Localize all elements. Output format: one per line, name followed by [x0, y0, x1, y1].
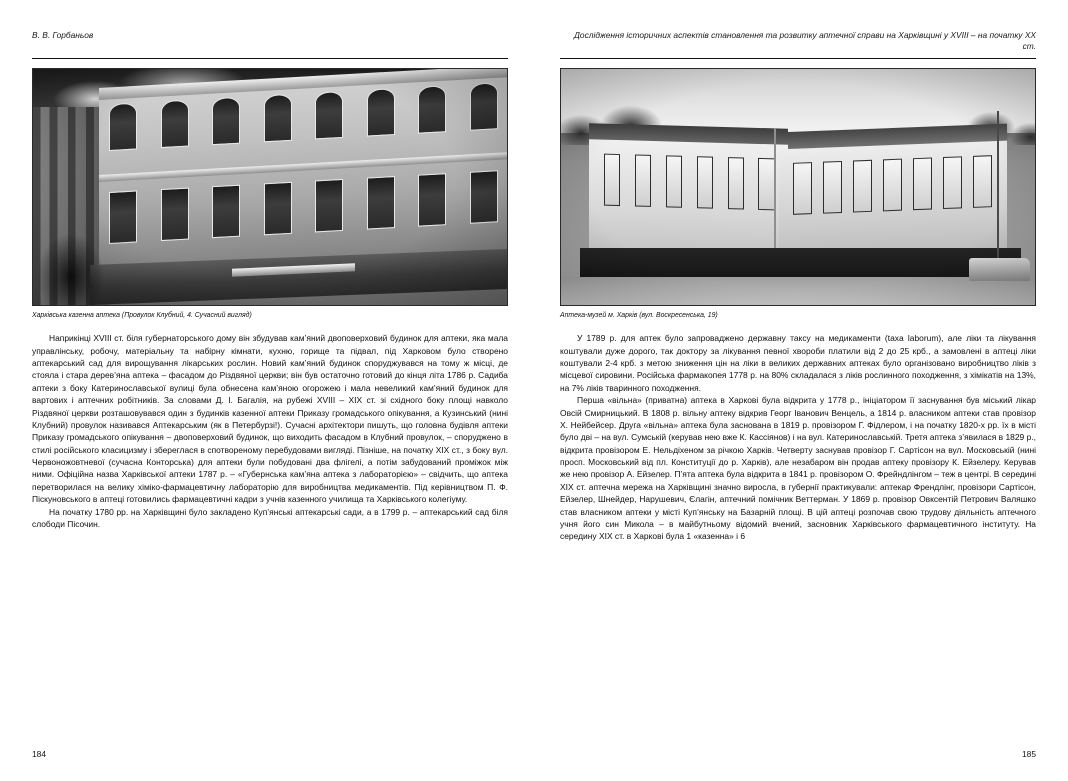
figure-caption-right: Аптека-музей м. Харків (вул. Воскресенська, 19)	[560, 312, 718, 319]
figure-left	[32, 68, 508, 320]
paragraph: У 1789 р. для аптек було запроваджено державну таксу на медикаменти (taxa laborum), але ліки та лікування коштували дуже дорого, так доктору за лікування певної хвороби платили від 2 до 25 крб., а замовлені в аптеці ліки коштували 2-4 крб. з метою зниження цін на ліки в великих державних аптеках було організовано виробництво ліків з місцевої сировини. Російська фармакопея 1778 р. на 80% складалася з ліків рослинного походження, з хімікатів на 13%, на 7% ліків тваринного походження.	[560, 333, 1036, 393]
running-head-right: Дослідження історичних аспектів становлення та розвитку аптечної справи на Харківщині у XVIII – на початку XX ст.	[574, 30, 1036, 52]
paragraph: Перша «вільна» (приватна) аптека в Харкові була відкрита у 1778 р., ініціатором її заснування був міський лікар Овсій Смирницький. В 1808 р. вільну аптеку відкрив Георг Іванович Венцель, а 1814 р. власником аптеки став провізор Х. Нейбейсер. Друга «вільна» аптека була заснована в 1819 р. провізором Г. Фідлером, і на початку 1820-х рр. їх в місті було дві – на вул. Сумській (керував нею вже К. Кассіянов) і на вул. Катеринославській. Третя аптека з’явилася в 1829 р., відкрита провізором Е. Нельдіхеном за річкою Харків. Четверту заснував провізор Г. Сартісон на вул. Московській (нині просп. Московський від пл. Конституції до р. Харків), але незабаром він продав аптеку провізору К. Ейзелеру. Керував же нею провізор А. Ейзелер. П’ята аптека була відкрита в 1841 р. провізором О. Фрейндлінгом – теж в центрі. В середині XIX ст. аптечна мережа на Харківщині значно виросла, в губернії практикували: аптекар Френдлінг, провізори Сартісон, Ейзелер, Шнейдер, Нарушевич, Єлагін, аптечний помічник Веттерман. У 1869 р. провізор Овксентій Петрович Валяшко став власником аптеки у місті Куп’янську на Базарній площі. В цій аптеці розпочав свою трудову діяльність аптечного учня його син Микола – в майбутньому відомий вчений, засновник Харківського фармацевтичного інституту. На середину XIX ст. в Харкові була 1 «казенна» і 6	[560, 395, 1036, 542]
running-head-left: В. В. Горбаньов	[32, 30, 94, 40]
figure-caption-left: Харківська казенна аптека (Провулок Клубний, 4. Сучасний вигляд)	[32, 312, 252, 319]
page-number-right: 185	[1022, 749, 1036, 759]
header-rule-left	[32, 58, 508, 59]
photo-vignette	[561, 69, 1035, 305]
body-text-right	[560, 332, 1036, 542]
photo-vignette	[33, 69, 507, 305]
paragraph: На початку 1780 рр. на Харківщині було закладено Куп’янські аптекарські сади, а в 1799 р. – аптекарський сад біля слободи Пісочин.	[32, 506, 508, 529]
figure-right	[560, 68, 1036, 320]
right-page	[534, 0, 1068, 781]
page-number-left: 184	[32, 749, 46, 759]
header-rule-right	[560, 58, 1036, 59]
kharkiv-state-pharmacy-photo	[32, 68, 508, 306]
paragraph: Наприкінці XVIII ст. біля губернаторського дому він збудував кам’яний двоповерховий будинок для аптеки, яка мала управлінську, робочу, матеріальну та набірну кімнати, кухню, горище та підвал, під Харковом було створено аптекарський сад для вирощування лікарських рослин. Новий кам’яний будинок споруджувався на тому ж місці, де стояла і стара дерев’яна аптека – фасадом до Різдвяної церкви; він був остаточно готовий до кінця літа 1786 р. Садиба аптеки з боку Катеринославської вулиці була обнесена кам’яною огорожею і мала невеликий кам’яний будинок для вартових і аптечних робітників. За словами Д. І. Багалія, на рубежі XVIII – XIX ст. зі східного боку площі навколо Різдвяної церкви розташовувався один з будинків казенної аптеки Приказу громадського опікування, а Кузинський (нині Клубний) провулок називався Аптекарським (як в Петербурзі!). Сучасні архітектори пишуть, що головна будівля аптеки Приказу громадського опікування – двоповерховий будинок, що виходить фасадом в Клубний провулок, – споруджено в стилі російського класицизму і збереглася в спотвореному перебудовами вигляді. Пізніше, на початку XIX ст., з боку вул. Червоножовтневої (сучасна Конторська) для аптеки були побудовані два флігелі, а потім забудований проміжок між ними. Офіційна назва Харківської аптеки 1787 р. – «Губернська кам’яна аптека з лабораторією» – свідчить, що аптека перетворилася на велику хіміко-фармацевтичну лабораторію для виробництва медикаментів. Під керівництвом П. Ф. Піскуновського в аптеці готовились фармацевтичні кадри з учнів казенного училища та Харківського колегіуму.	[32, 333, 508, 505]
pharmacy-museum-photo	[560, 68, 1036, 306]
body-text-left	[32, 332, 508, 530]
